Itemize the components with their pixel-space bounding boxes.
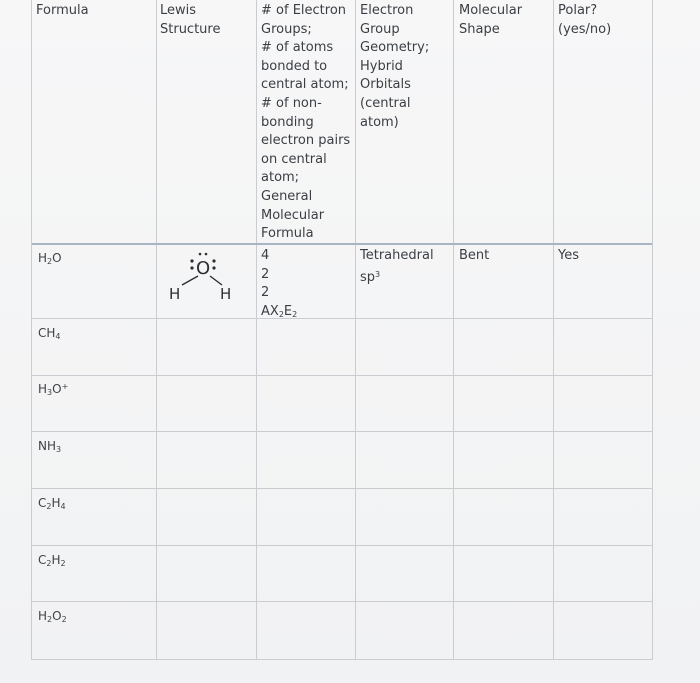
header-formula: Formula — [36, 3, 89, 18]
row-divider — [32, 431, 652, 432]
header-line: central atom; — [261, 77, 349, 93]
header-line: Polar? — [558, 3, 598, 18]
column-divider — [453, 0, 454, 659]
header-line: Formula — [261, 226, 314, 242]
header-lewis-structure — [160, 2, 220, 39]
header-polar — [558, 2, 611, 39]
hybrid-answer: $sp^3$ — [360, 269, 381, 285]
header-line: (yes/no) — [558, 21, 612, 37]
lone-pair-dot — [190, 266, 193, 269]
header-line: # of Electron — [261, 3, 347, 18]
header-line: Shape — [459, 21, 500, 37]
lewis-central-atom: O — [196, 258, 211, 279]
lewis-left-atom: H — [169, 285, 181, 303]
polar-answer: Yes — [558, 248, 579, 263]
row-divider — [32, 375, 652, 376]
header-line: on central — [261, 151, 327, 167]
lone-pair-dot — [212, 266, 215, 269]
header-line: Orbitals — [360, 77, 411, 93]
header-line: Hybrid — [360, 58, 403, 74]
header-line: atom; — [261, 170, 300, 186]
bond-line — [210, 276, 222, 285]
lone-pair-dot — [199, 253, 202, 256]
header-electron-geometry — [360, 2, 429, 132]
lewis-right-atom: H — [220, 285, 232, 303]
shape-answer: Bent — [459, 248, 490, 263]
lewis-structure-h2o — [156, 252, 254, 312]
header-molecular-shape — [459, 2, 522, 39]
header-line: Molecular — [459, 3, 523, 18]
header-line: bonded to — [261, 58, 328, 74]
lone-pair-dot — [212, 259, 215, 262]
lone-pair-dot — [190, 259, 193, 262]
row-divider — [32, 601, 652, 602]
column-divider — [256, 0, 257, 659]
formula-cell: $H_2O$ — [38, 251, 62, 266]
column-divider — [355, 0, 356, 659]
header-line: electron pairs — [261, 133, 351, 149]
answer-line: 2 — [261, 266, 270, 282]
column-divider — [553, 0, 554, 659]
formula-cell: $NH_3$ — [38, 439, 62, 454]
header-line: # of non- — [261, 95, 322, 111]
bond-line — [182, 276, 198, 285]
formula-cell: $C_2H_4$ — [38, 496, 66, 511]
header-line: Structure — [160, 21, 221, 37]
answer-line: Tetrahedral — [360, 248, 434, 263]
header-line: atom) — [360, 114, 399, 130]
geometry-answer — [360, 247, 434, 287]
header-line: Groups; — [261, 21, 312, 37]
header-line: Geometry; — [360, 40, 430, 56]
formula-cell: $C_2H_2$ — [38, 553, 66, 568]
formula-cell: $CH_4$ — [38, 326, 61, 341]
answer-line: 4 — [261, 248, 270, 263]
header-line: Lewis — [160, 3, 197, 18]
header-line: Group — [360, 21, 400, 37]
formula-cell: $H_2O_2$ — [38, 609, 67, 624]
header-line: General — [261, 188, 313, 204]
header-electron-groups — [261, 2, 350, 244]
row-divider — [32, 488, 652, 489]
header-line: (central — [360, 95, 411, 111]
general-formula-answer: $AX_2E_2$ — [261, 303, 298, 319]
header-line: bonding — [261, 114, 314, 130]
answer-line: 2 — [261, 285, 270, 301]
formula-cell: $H_3O^+$ — [38, 382, 69, 397]
header-line: Molecular — [261, 207, 325, 223]
lone-pair-dot — [205, 253, 208, 256]
electron-groups-answer — [261, 247, 297, 324]
row-divider — [32, 545, 652, 546]
column-divider — [156, 0, 157, 659]
header-line: Electron — [360, 3, 414, 18]
header-line: # of atoms — [261, 40, 334, 56]
row-divider — [32, 318, 652, 319]
